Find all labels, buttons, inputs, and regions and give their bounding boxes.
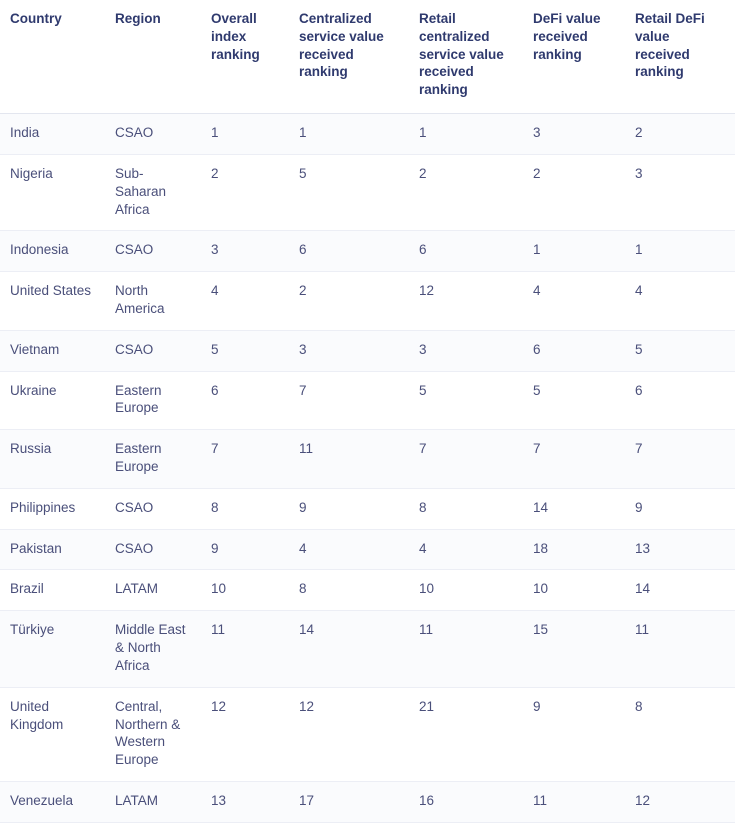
table-header-row (0, 0, 735, 114)
cell-defi: 9 (523, 687, 625, 781)
column-header-defi-value-received-ranking: DeFi value received ranking (523, 0, 625, 114)
cell-defi: 14 (523, 488, 625, 529)
cell-overall: 9 (201, 529, 289, 570)
table-row (0, 114, 735, 155)
table-row (0, 687, 735, 781)
cell-defi: 15 (523, 611, 625, 687)
column-header-region: Region (105, 0, 201, 114)
cell-country: United States (0, 272, 105, 331)
cell-country: Brazil (0, 570, 105, 611)
cell-region: LATAM (105, 570, 201, 611)
cell-region: Eastern Europe (105, 371, 201, 430)
cell-region: Sub-Saharan Africa (105, 154, 201, 230)
cell-retail-centralized: 3 (409, 330, 523, 371)
cell-centralized: 3 (289, 330, 409, 371)
cell-overall: 1 (201, 114, 289, 155)
cell-centralized: 12 (289, 687, 409, 781)
cell-retail-centralized: 16 (409, 781, 523, 822)
table-row (0, 570, 735, 611)
cell-defi: 5 (523, 371, 625, 430)
cell-centralized: 17 (289, 781, 409, 822)
cell-defi: 6 (523, 330, 625, 371)
table-row (0, 611, 735, 687)
table-row (0, 154, 735, 230)
cell-retail-centralized: 7 (409, 430, 523, 489)
table-row (0, 371, 735, 430)
column-header-retail-defi-value-received-ranking: Retail DeFi value received ranking (625, 0, 735, 114)
cell-retail-centralized: 12 (409, 272, 523, 331)
cell-centralized: 1 (289, 114, 409, 155)
cell-centralized: 7 (289, 371, 409, 430)
cell-retail-defi: 4 (625, 272, 735, 331)
cell-region: CSAO (105, 529, 201, 570)
cell-retail-defi: 11 (625, 611, 735, 687)
cell-region: CSAO (105, 114, 201, 155)
cell-defi: 1 (523, 231, 625, 272)
table-row (0, 529, 735, 570)
cell-country: Venezuela (0, 781, 105, 822)
table-row (0, 330, 735, 371)
cell-overall: 6 (201, 371, 289, 430)
cell-region: Middle East & North Africa (105, 611, 201, 687)
cell-defi: 7 (523, 430, 625, 489)
cell-overall: 7 (201, 430, 289, 489)
cell-country: Philippines (0, 488, 105, 529)
cell-defi: 2 (523, 154, 625, 230)
cell-overall: 4 (201, 272, 289, 331)
cell-region: CSAO (105, 330, 201, 371)
cell-region: North America (105, 272, 201, 331)
cell-retail-defi: 8 (625, 687, 735, 781)
table-row (0, 488, 735, 529)
cell-retail-centralized: 11 (409, 611, 523, 687)
table-row (0, 430, 735, 489)
cell-retail-defi: 2 (625, 114, 735, 155)
table-row (0, 272, 735, 331)
column-header-overall-index-ranking: Overall index ranking (201, 0, 289, 114)
cell-retail-defi: 12 (625, 781, 735, 822)
column-header-country: Country (0, 0, 105, 114)
cell-retail-defi: 14 (625, 570, 735, 611)
cell-centralized: 8 (289, 570, 409, 611)
cell-overall: 5 (201, 330, 289, 371)
cell-overall: 11 (201, 611, 289, 687)
cell-retail-centralized: 8 (409, 488, 523, 529)
cell-country: Indonesia (0, 231, 105, 272)
cell-retail-defi: 9 (625, 488, 735, 529)
cell-retail-centralized: 10 (409, 570, 523, 611)
cell-centralized: 2 (289, 272, 409, 331)
cell-retail-defi: 1 (625, 231, 735, 272)
cell-region: Central, Northern & Western Europe (105, 687, 201, 781)
cell-defi: 18 (523, 529, 625, 570)
cell-country: Vietnam (0, 330, 105, 371)
cell-retail-centralized: 4 (409, 529, 523, 570)
column-header-retail-centralized-service-value-received-ranking: Retail centralized service value received ranking (409, 0, 523, 114)
cell-region: CSAO (105, 488, 201, 529)
cell-centralized: 14 (289, 611, 409, 687)
cell-country: Russia (0, 430, 105, 489)
cell-country: Pakistan (0, 529, 105, 570)
cell-country: United Kingdom (0, 687, 105, 781)
cell-defi: 11 (523, 781, 625, 822)
cell-overall: 12 (201, 687, 289, 781)
cell-retail-defi: 3 (625, 154, 735, 230)
column-header-centralized-service-value-received-ranking: Centralized service value received ranking (289, 0, 409, 114)
cell-country: Ukraine (0, 371, 105, 430)
cell-centralized: 5 (289, 154, 409, 230)
cell-overall: 8 (201, 488, 289, 529)
cell-retail-centralized: 21 (409, 687, 523, 781)
cell-centralized: 6 (289, 231, 409, 272)
cell-country: India (0, 114, 105, 155)
cell-overall: 10 (201, 570, 289, 611)
cell-retail-centralized: 1 (409, 114, 523, 155)
table-body (0, 114, 735, 823)
cell-defi: 4 (523, 272, 625, 331)
cell-overall: 2 (201, 154, 289, 230)
cell-centralized: 9 (289, 488, 409, 529)
cell-retail-centralized: 2 (409, 154, 523, 230)
cell-retail-centralized: 6 (409, 231, 523, 272)
cell-retail-defi: 6 (625, 371, 735, 430)
cell-retail-defi: 5 (625, 330, 735, 371)
table-row (0, 231, 735, 272)
table-row (0, 781, 735, 822)
cell-defi: 10 (523, 570, 625, 611)
cell-region: CSAO (105, 231, 201, 272)
cell-country: Nigeria (0, 154, 105, 230)
cell-centralized: 11 (289, 430, 409, 489)
cell-region: Eastern Europe (105, 430, 201, 489)
cell-retail-defi: 13 (625, 529, 735, 570)
cell-country: Türkiye (0, 611, 105, 687)
cell-defi: 3 (523, 114, 625, 155)
cell-region: LATAM (105, 781, 201, 822)
cell-centralized: 4 (289, 529, 409, 570)
cell-overall: 13 (201, 781, 289, 822)
cell-retail-defi: 7 (625, 430, 735, 489)
cell-overall: 3 (201, 231, 289, 272)
cell-retail-centralized: 5 (409, 371, 523, 430)
table-header (0, 0, 735, 114)
